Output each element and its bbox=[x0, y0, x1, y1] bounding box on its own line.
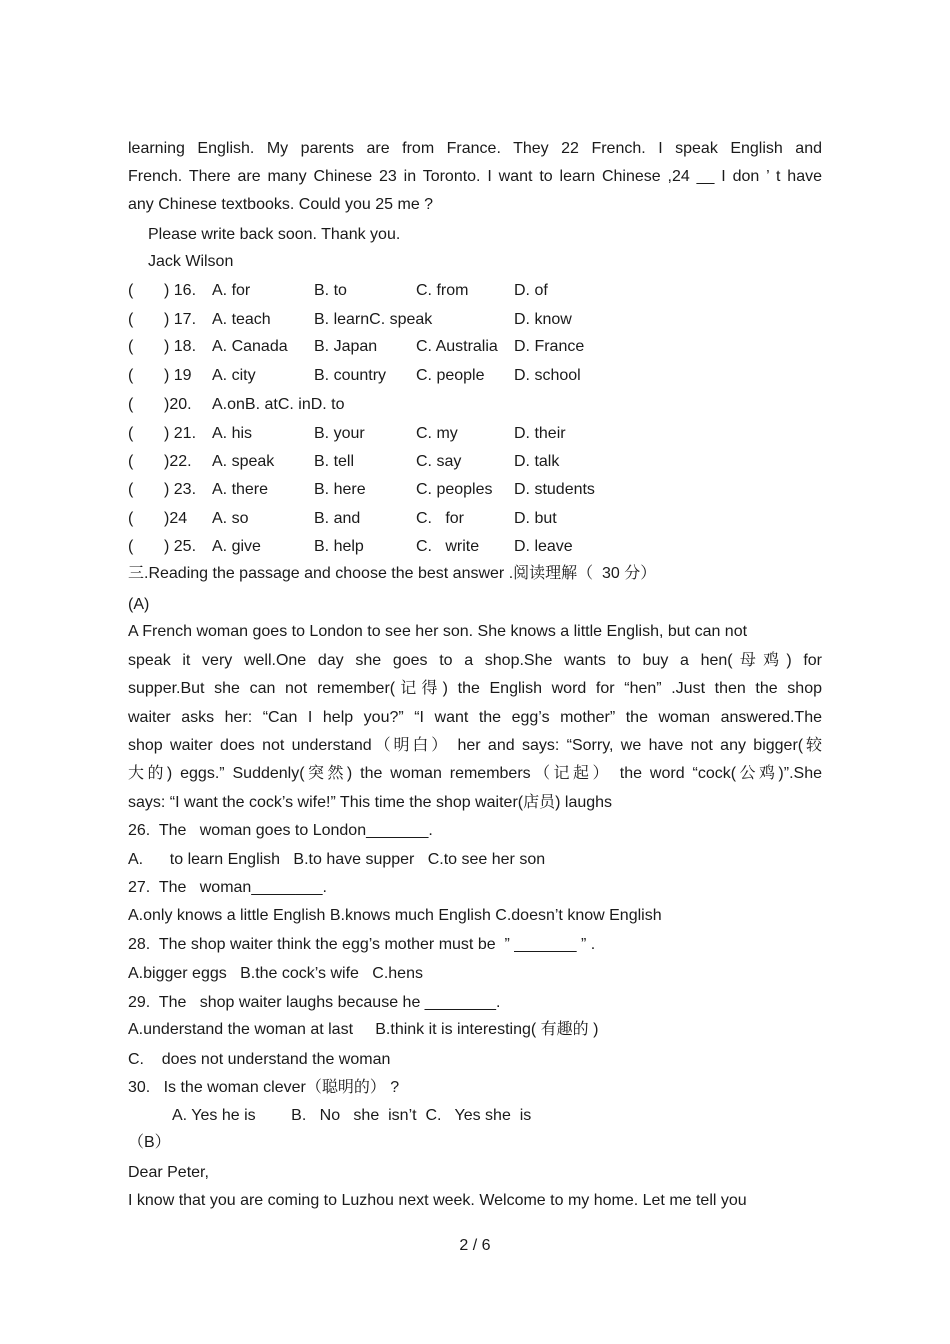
cloze-option-d: D. leave bbox=[514, 538, 573, 555]
cloze-option-d: D. of bbox=[514, 282, 548, 299]
cloze-option-row bbox=[128, 537, 573, 557]
cloze-option-a: A. there bbox=[212, 481, 269, 498]
question-stem: 26. The woman goes to London_______. bbox=[128, 822, 433, 839]
letter-greeting: Dear Peter, bbox=[128, 1164, 209, 1181]
passage-a-line: waiter asks her: “Can I help you?” “I want the egg’s mother” the woman answered.The bbox=[128, 709, 822, 726]
cloze-option-row bbox=[128, 366, 581, 386]
cloze-option-a: A. his bbox=[212, 425, 253, 442]
cloze-option-a: A. Canada bbox=[212, 338, 288, 355]
cloze-option-b: B. to bbox=[314, 282, 347, 299]
cloze-option-c: C. my bbox=[416, 425, 458, 442]
passage-line: French. There are many Chinese 23 in Toronto. I want to learn Chinese ,24 __ I don ’ t have bbox=[128, 168, 822, 185]
cloze-option-num: ) 25. bbox=[164, 538, 197, 555]
cloze-option-paren: ( bbox=[128, 453, 134, 470]
cloze-option-b: B. country bbox=[314, 367, 387, 384]
cloze-option-a: A. speak bbox=[212, 453, 275, 470]
cloze-option-c: C. for bbox=[416, 510, 465, 527]
cloze-option-c: C. people bbox=[416, 367, 485, 384]
cloze-option-row bbox=[128, 281, 548, 301]
question-stem: 29. The shop waiter laughs because he ________. bbox=[128, 994, 501, 1011]
question-options: C. does not understand the woman bbox=[128, 1051, 391, 1068]
cloze-option-d: D. talk bbox=[514, 453, 560, 470]
cloze-option-row bbox=[128, 452, 559, 472]
passage-a-line: A French woman goes to London to see her son. She knows a little English, but can not bbox=[128, 623, 748, 640]
question-options: A.only knows a little English B.knows much English C.doesn’t know English bbox=[128, 907, 662, 924]
cloze-option-num: ) 18. bbox=[164, 338, 197, 355]
cloze-option-num: )22. bbox=[164, 453, 192, 470]
cloze-option-b: B. your bbox=[314, 425, 365, 442]
cloze-option-paren: ( bbox=[128, 338, 134, 355]
cloze-option-b: B. help bbox=[314, 538, 364, 555]
cloze-option-b: B. here bbox=[314, 481, 366, 498]
cloze-option-row bbox=[128, 310, 572, 330]
cloze-option-paren: ( bbox=[128, 481, 134, 498]
cloze-option-d: D. but bbox=[514, 510, 557, 527]
letter-closing: Please write back soon. Thank you. bbox=[148, 226, 401, 243]
cloze-option-b: B. learnC. speak bbox=[314, 311, 433, 328]
cloze-option-c: C. Australia bbox=[416, 338, 498, 355]
cloze-option-d: D. students bbox=[514, 481, 595, 498]
part-a-label: (A) bbox=[128, 596, 150, 613]
cloze-option-a: A. city bbox=[212, 367, 256, 384]
cloze-option-d: D. school bbox=[514, 367, 581, 384]
cloze-option-row bbox=[128, 337, 584, 357]
cloze-option-num: ) 21. bbox=[164, 425, 197, 442]
cloze-option-paren: ( bbox=[128, 538, 134, 555]
cloze-option-a: A. give bbox=[212, 538, 261, 555]
question-stem: 27. The woman________. bbox=[128, 879, 327, 896]
cloze-option-paren: ( bbox=[128, 510, 134, 527]
passage-a-line: supper.But she can not remember(记得) the English word for “hen” .Just then the shop bbox=[128, 680, 822, 697]
question-options: A.bigger eggs B.the cock’s wife C.hens bbox=[128, 965, 423, 982]
cloze-option-a: A. for bbox=[212, 282, 251, 299]
passage-line: learning English. My parents are from France. They 22 French. I speak English and bbox=[128, 140, 822, 157]
passage-a-line: speak it very well.One day she goes to a shop.She wants to buy a hen(母鸡) for bbox=[128, 652, 822, 669]
cloze-option-a: A. teach bbox=[212, 311, 271, 328]
passage-a-line: 大的) eggs.” Suddenly(突然) the woman remembers（记起） the word “cock(公鸡)”.She bbox=[128, 765, 822, 782]
cloze-option-a: A. so bbox=[212, 510, 249, 527]
cloze-option-num: ) 23. bbox=[164, 481, 197, 498]
cloze-option-num: )20. bbox=[164, 396, 192, 413]
cloze-option-paren: ( bbox=[128, 425, 134, 442]
cloze-option-row bbox=[128, 480, 595, 500]
cloze-option-num: )24 bbox=[164, 510, 188, 527]
cloze-option-paren: ( bbox=[128, 396, 134, 413]
question-options: A. to learn English B.to have supper C.to see her son bbox=[128, 851, 546, 868]
cloze-option-d: D. France bbox=[514, 338, 585, 355]
cloze-option-paren: ( bbox=[128, 282, 134, 299]
letter-line: I know that you are coming to Luzhou next week. Welcome to my home. Let me tell you bbox=[128, 1192, 747, 1209]
passage-line: any Chinese textbooks. Could you 25 me ? bbox=[128, 196, 434, 213]
cloze-option-c: C. write bbox=[416, 538, 480, 555]
cloze-option-row bbox=[128, 424, 566, 444]
page-indicator: 2 / 6 bbox=[459, 1237, 491, 1254]
cloze-option-a: A.onB. atC. inD. to bbox=[212, 396, 345, 413]
cloze-option-b: B. Japan bbox=[314, 338, 378, 355]
passage-a-line: says: “I want the cock’s wife!” This time the shop waiter(店员) laughs bbox=[128, 794, 613, 811]
cloze-option-b: B. tell bbox=[314, 453, 355, 470]
cloze-option-c: C. peoples bbox=[416, 481, 493, 498]
cloze-option-row bbox=[128, 509, 557, 529]
cloze-option-num: ) 16. bbox=[164, 282, 197, 299]
section-heading: 三.Reading the passage and choose the best answer .阅读理解（ 30 分） bbox=[128, 565, 657, 582]
cloze-option-d: D. know bbox=[514, 311, 572, 328]
cloze-option-paren: ( bbox=[128, 311, 134, 328]
question-options: A.understand the woman at last B.think it is interesting( 有趣的 ) bbox=[128, 1021, 599, 1038]
letter-signature: Jack Wilson bbox=[148, 253, 234, 270]
cloze-option-c: C. say bbox=[416, 453, 462, 470]
question-stem: 28. The shop waiter think the egg’s mother must be ” _______ ” . bbox=[128, 936, 596, 953]
cloze-option-paren: ( bbox=[128, 367, 134, 384]
cloze-option-num: ) 19 bbox=[164, 367, 192, 384]
question-options: A. Yes he is B. No she isn’t C. Yes she is bbox=[172, 1107, 532, 1124]
cloze-option-d: D. their bbox=[514, 425, 566, 442]
cloze-option-c: C. from bbox=[416, 282, 469, 299]
cloze-option-b: B. and bbox=[314, 510, 361, 527]
passage-a-line: shop waiter does not understand（明白） her and says: “Sorry, we have not any bigger(较 bbox=[128, 737, 822, 754]
cloze-option-num: ) 17. bbox=[164, 311, 197, 328]
question-stem: 30. Is the woman clever（聪明的） ? bbox=[128, 1079, 400, 1096]
cloze-option-row bbox=[128, 395, 514, 415]
part-b-label: （B） bbox=[128, 1134, 171, 1151]
